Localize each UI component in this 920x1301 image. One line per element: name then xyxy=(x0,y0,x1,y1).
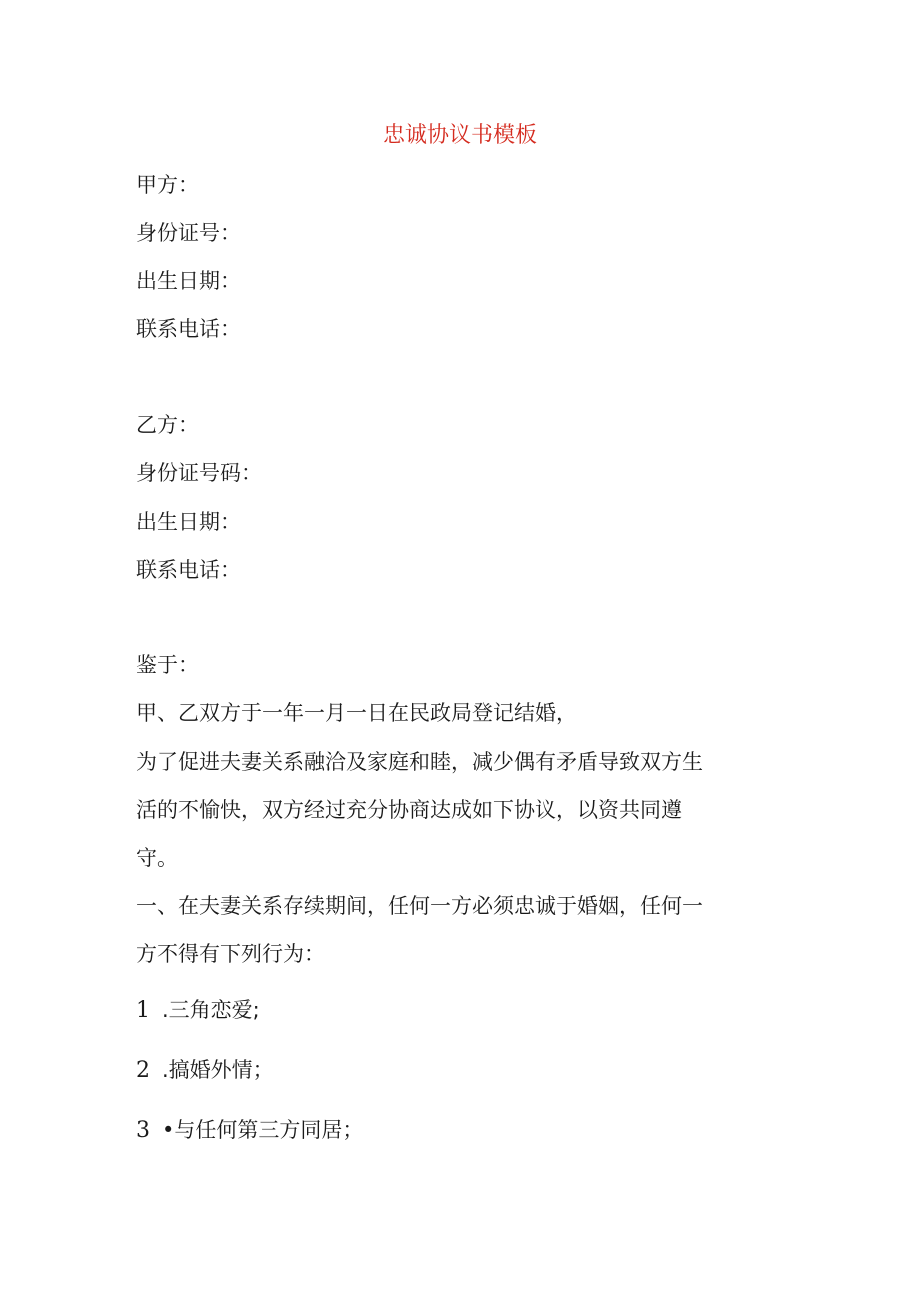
whereas-line-1: 甲、乙双方于一年一月一日在民政局登记结婚， xyxy=(136,701,577,725)
list-item xyxy=(136,995,260,1026)
list-item-text: •与任何第三方同居； xyxy=(162,1118,364,1142)
party-b-id-label: 身份证号码： xyxy=(136,461,262,485)
party-a-phone-label: 联系电话： xyxy=(136,317,241,341)
party-b-label: 乙方： xyxy=(136,413,199,437)
list-item-number: 3 xyxy=(136,1118,150,1143)
document-title: 忠诚协议书模板 xyxy=(382,123,537,148)
list-item-number: 2 xyxy=(136,1058,150,1083)
list-item-text: .三角恋爱; xyxy=(162,998,260,1022)
party-b-birth-label: 出生日期： xyxy=(136,510,241,534)
whereas-line-3: 活的不愉快，双方经过充分协商达成如下协议，以资共同遵 xyxy=(136,798,682,822)
list-item-text: .搞婚外情； xyxy=(162,1058,274,1082)
party-b-phone-label: 联系电话： xyxy=(136,558,241,582)
party-a-label: 甲方： xyxy=(136,173,199,197)
whereas-label: 鉴于： xyxy=(136,653,199,677)
list-item xyxy=(136,1055,274,1086)
party-a-birth-label: 出生日期： xyxy=(136,269,241,293)
list-item xyxy=(136,1115,363,1146)
party-a-id-label: 身份证号： xyxy=(136,221,241,245)
clause-1-line-2: 方不得有下列行为： xyxy=(136,942,325,966)
clause-1-line-1: 一、在夫妻关系存续期间，任何一方必须忠诚于婚姻，任何一 xyxy=(136,894,703,918)
whereas-line-2: 为了促进夫妻关系融洽及家庭和睦，减少偶有矛盾导致双方生 xyxy=(136,750,703,774)
whereas-line-4: 守。 xyxy=(136,846,178,870)
list-item-number: 1 xyxy=(136,998,150,1023)
